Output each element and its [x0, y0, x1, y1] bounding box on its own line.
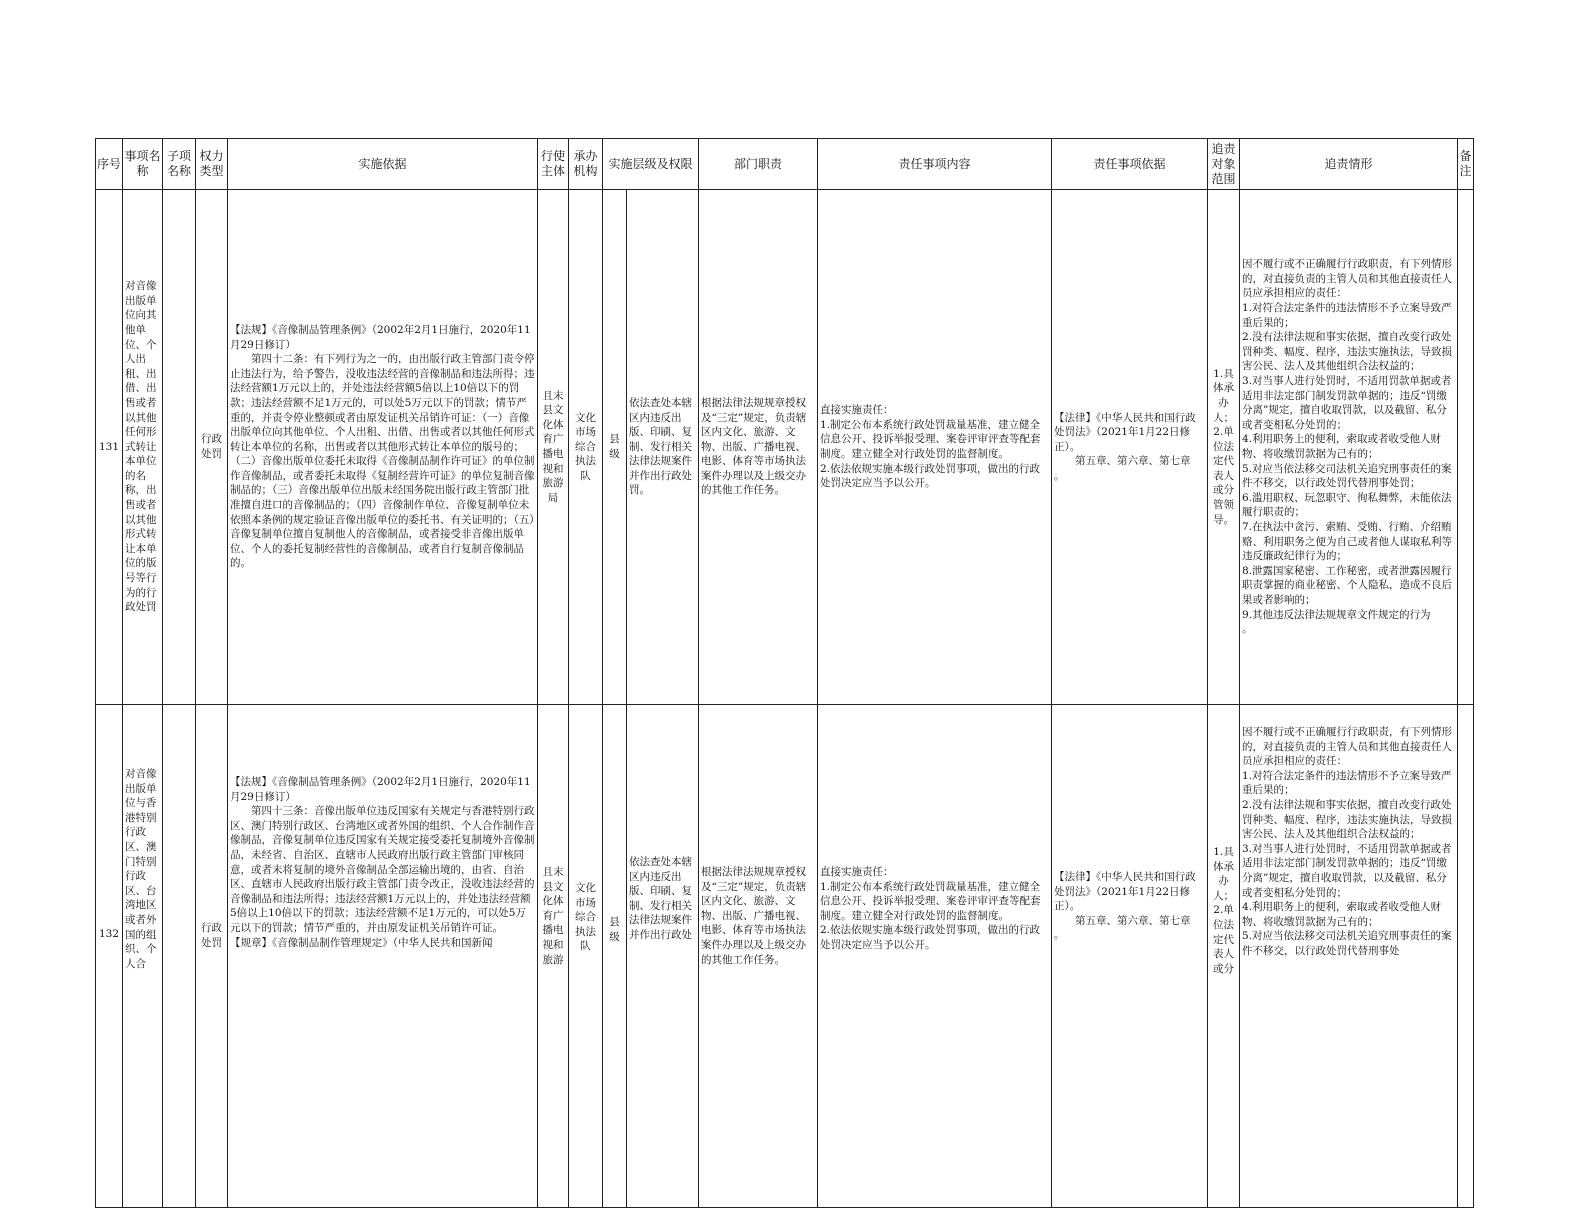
cell-level-power: 依法查处本辖区内违反出版、印刷、复制、发行相关法律法规案件并作出行政处 — [627, 705, 699, 1208]
cell-scope: 1.具体承办人；2.单位法定代表人或分管领导。 — [1208, 190, 1240, 705]
cell-level: 县级 — [603, 190, 627, 705]
cell-resp-content: 直接实施责任： 1.制定公布本系统行政处罚裁量基准，建立健全信息公开、投诉举报受理、案卷评审评查等配套制度。建立健全对行政处罚的监督制度。 2.依法依规实施本级行政处罚事项，做出的行政处罚决定应当予以公开。 — [818, 190, 1052, 705]
cell-scope: 1.具体承办人；2.单位法定代表人或分 — [1208, 705, 1240, 1208]
table-header-row — [96, 139, 1474, 190]
cell-agency: 文化市场综合执法队 — [569, 705, 603, 1208]
cell-level: 县级 — [603, 705, 627, 1208]
cell-seq: 132 — [96, 705, 123, 1208]
cell-power-type: 行政处罚 — [196, 190, 228, 705]
header-item-name: 事项名称 — [123, 139, 163, 190]
cell-item-name: 对音像出版单位向其他单位、个人出租、出借、出售或者以其他任何形式转让本单位的名称，出售或者以其他形式转让本单位的版号等行为的行政处罚 — [123, 190, 163, 705]
header-basis: 实施依据 — [228, 139, 538, 190]
header-resp-content: 责任事项内容 — [818, 139, 1052, 190]
table-row — [96, 705, 1474, 1208]
cell-resp-basis: 【法律】《中华人民共和国行政处罚法》（2021年1月22日修正）。 第五章、第六章、第七章 。 — [1052, 190, 1208, 705]
cell-subject: 且末县文化体育广播电视和旅游局 — [538, 190, 569, 705]
header-level: 实施层级及权限 — [603, 139, 699, 190]
cell-resp-content: 直接实施责任： 1.制定公布本系统行政处罚裁量基准，建立健全信息公开、投诉举报受理、案卷评审评查等配套制度。建立健全对行政处罚的监督制度。 2.依法依规实施本级行政处罚事项，做出的行政处罚决定应当予以公开。 — [818, 705, 1052, 1208]
cell-item-name: 对音像出版单位与香港特别行政区、澳门特别行政区、台湾地区或者外国的组织、个人合 — [123, 705, 163, 1208]
cell-level-power: 依法查处本辖区内违反出版、印刷、复制、发行相关法律法规案件并作出行政处罚。 — [627, 190, 699, 705]
cell-accountability: 因不履行或不正确履行行政职责，有下列情形的，对直接负责的主管人员和其他直接责任人员应承担相应的责任： 1.对符合法定条件的违法情形不予立案导致严重后果的； 2.没有法律法规和事实依据，擅自改变行政处罚种类、幅度、程序，违法实施执法，导致损害公民、法人及其他组织合法权益的； 3.对当事人进行处罚时，不适用罚款单据或者适用非法定部门制发罚款单据的；违反“罚缴分离”规定，擅自收取罚款，以及截留、私分或者变相私分处罚的； 4.利用职务上的便利，索取或者收受他人财物、将收缴罚款据为己有的； 5.对应当依法移交司法机关追究刑事责任的案件不移交，以行政处罚代替刑事处 — [1240, 705, 1458, 1208]
header-subject: 行使主体 — [538, 139, 569, 190]
header-sub-item: 子项名称 — [163, 139, 196, 190]
power-list-table — [95, 138, 1474, 1208]
header-resp-basis: 责任事项依据 — [1052, 139, 1208, 190]
header-dept-duty: 部门职责 — [699, 139, 818, 190]
cell-power-type: 行政处罚 — [196, 705, 228, 1208]
header-agency: 承办机构 — [569, 139, 603, 190]
cell-subject: 且末县文化体育广播电视和旅游 — [538, 705, 569, 1208]
cell-seq: 131 — [96, 190, 123, 705]
cell-basis: 【法规】《音像制品管理条例》（2002年2月1日施行，2020年11月29日修订） 第四十三条：音像出版单位违反国家有关规定与香港特别行政区、澳门特别行政区、台湾地区或者外国的组织、个人合作制作音像制品，音像复制单位违反国家有关规定接受委托复制境外音像制品，未经省、自治区、直辖市人民政府出版行政主管部门审核同意，或者未将复制的境外音像制品全部运输出境的，由省、自治区、直辖市人民政府出版行政主管部门责令改正，没收违法经营的音像制品和违法所得；违法经营额1万元以上的，并处违法经营额5倍以上10倍以下的罚款；违法经营额不足1万元的，可以处5万元以下的罚款；情节严重的，并由原发证机关吊销许可证。 【规章】《音像制品制作管理规定》（中华人民共和国新闻 — [228, 705, 538, 1208]
cell-accountability: 因不履行或不正确履行行政职责，有下列情形的，对直接负责的主管人员和其他直接责任人员应承担相应的责任： 1.对符合法定条件的违法情形不予立案导致严重后果的； 2.没有法律法规和事实依据，擅自改变行政处罚种类、幅度、程序，违法实施执法，导致损害公民、法人及其他组织合法权益的； 3.对当事人进行处罚时，不适用罚款单据或者适用非法定部门制发罚款单据的；违反“罚缴分离”规定，擅自收取罚款，以及截留、私分或者变相私分处罚的； 4.利用职务上的便利，索取或者收受他人财物、将收缴罚款据为己有的； 5.对应当依法移交司法机关追究刑事责任的案件不移交，以行政处罚代替刑事处罚； 6.滥用职权、玩忽职守、徇私舞弊，未能依法履行职责的； 7.在执法中贪污、索贿、受贿、行贿、介绍贿赂、利用职务之便为自己或者他人谋取私利等违反廉政纪律行为的； 8.泄露国家秘密、工作秘密，或者泄露因履行职责掌握的商业秘密、个人隐私，造成不良后果或者影响的； 9.其他违反法律法规规章文件规定的行为 。 — [1240, 190, 1458, 705]
cell-agency: 文化市场综合执法队 — [569, 190, 603, 705]
cell-resp-basis: 【法律】《中华人民共和国行政处罚法》（2021年1月22日修正）。 第五章、第六章、第七章 。 — [1052, 705, 1208, 1208]
header-remark: 备注 — [1458, 139, 1474, 190]
header-accountability: 追责情形 — [1240, 139, 1458, 190]
cell-sub-item — [163, 705, 196, 1208]
cell-dept-duty: 根据法律法规规章授权及“三定”规定，负责辖区内文化、旅游、文物、出版、广播电视、电影、体育等市场执法案件办理以及上级交办的其他工作任务。 — [699, 190, 818, 705]
power-list-table-container — [95, 138, 1473, 1208]
cell-sub-item — [163, 190, 196, 705]
table-row — [96, 190, 1474, 705]
header-scope: 追责对象范围 — [1208, 139, 1240, 190]
cell-basis: 【法规】《音像制品管理条例》（2002年2月1日施行，2020年11月29日修订） 第四十二条：有下列行为之一的，由出版行政主管部门责令停止违法行为，给予警告，没收违法经营的音像制品和违法所得；违法经营额1万元以上的，并处违法经营额5倍以上10倍以下的罚款；违法经营额不足1万元的，可以处5万元以下的罚款；情节严重的，并责令停业整顿或者由原发证机关吊销许可证：（一）音像出版单位向其他单位、个人出租、出借、出售或者以其他任何形式转让本单位的名称，出售或者以其他形式转让本单位的版号的；（二）音像出版单位委托未取得《音像制品制作许可证》的单位制作音像制品，或者委托未取得《复制经营许可证》的单位复制音像制品的；（三）音像出版单位出版未经国务院出版行政主管部门批准擅自进口的音像制品的；（四）音像制作单位、音像复制单位未依照本条例的规定验证音像出版单位的委托书、有关证明的；（五）音像复制单位擅自复制他人的音像制品，或者接受非音像出版单位、个人的委托复制经营性的音像制品，或者自行复制音像制品的。 — [228, 190, 538, 705]
header-seq: 序号 — [96, 139, 123, 190]
cell-dept-duty: 根据法律法规规章授权及“三定”规定，负责辖区内文化、旅游、文物、出版、广播电视、电影、体育等市场执法案件办理以及上级交办的其他工作任务。 — [699, 705, 818, 1208]
header-power-type: 权力类型 — [196, 139, 228, 190]
cell-remark — [1458, 190, 1474, 705]
cell-remark — [1458, 705, 1474, 1208]
